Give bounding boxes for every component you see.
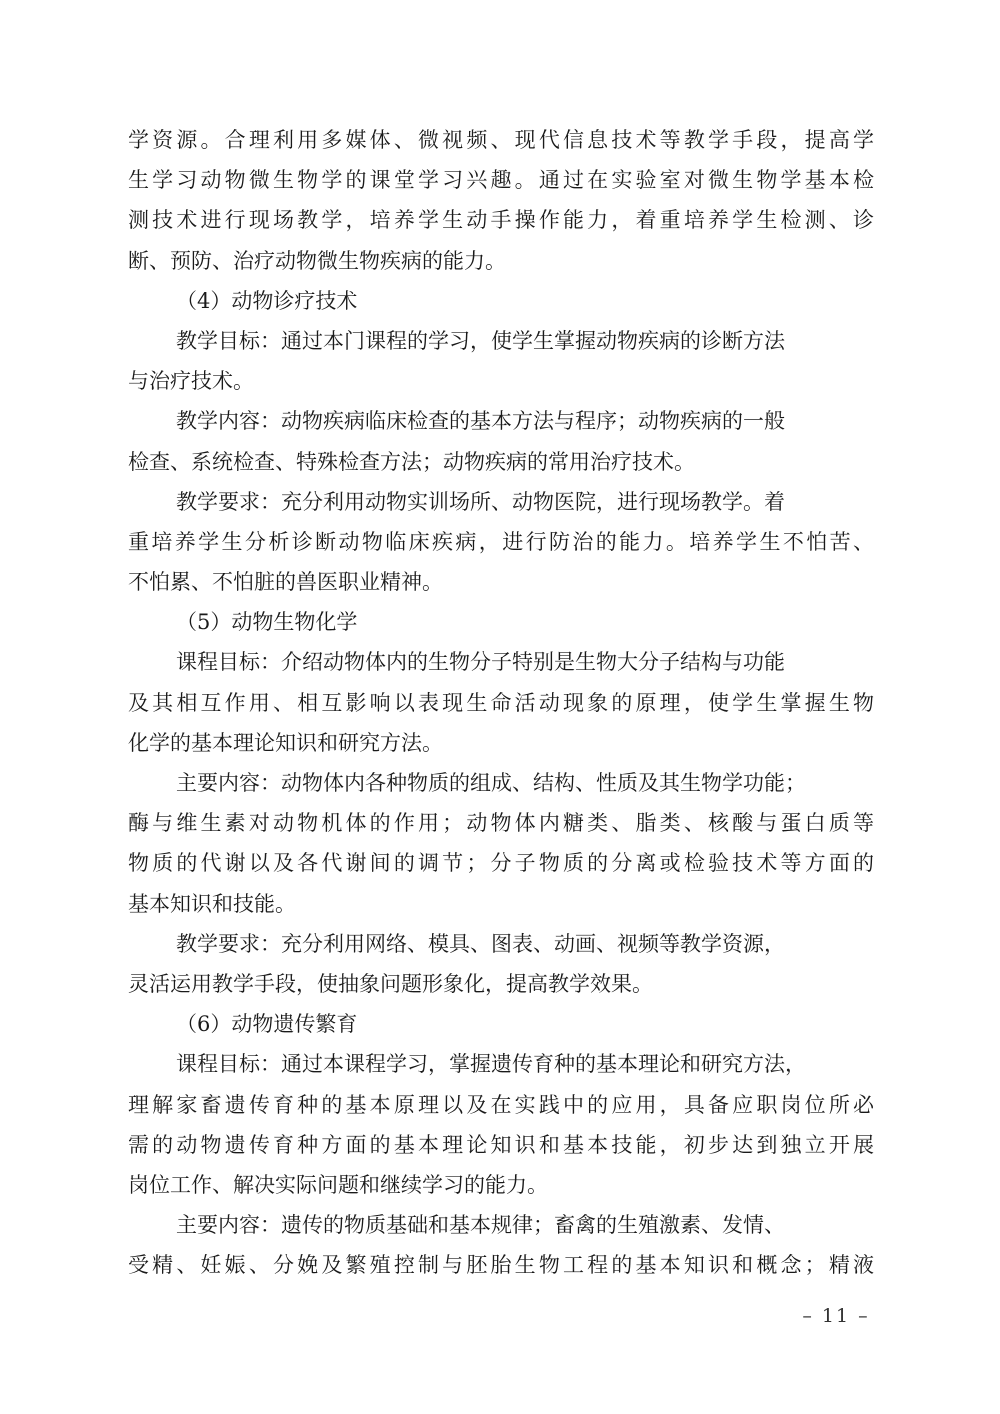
text-line: 岗位工作、解决实际问题和继续学习的能力。 — [128, 1172, 548, 1197]
text-line: 与治疗技术。 — [128, 369, 254, 394]
document-body — [128, 120, 874, 1285]
text-line: 酶与维生素对动物机体的作用；动物体内糖类、脂类、核酸与蛋白质等 — [128, 811, 874, 836]
text-line: 灵活运用教学手段，使抽象问题形象化，提高教学效果。 — [128, 971, 653, 996]
text-line: 学资源。合理利用多媒体、微视频、现代信息技术等教学手段，提高学 — [128, 128, 874, 152]
text-line: 及其相互作用、相互影响以表现生命活动现象的原理，使学生掌握生物 — [128, 690, 874, 715]
text-line: 重培养学生分析诊断动物临床疾病，进行防治的能力。培养学生不怕苦、 — [128, 529, 874, 554]
section-heading: （5）动物生物化学 — [176, 610, 358, 635]
text-line: 主要内容：动物体内各种物质的组成、结构、性质及其生物学功能； — [176, 771, 806, 795]
text-line: 测技术进行现场教学，培养学生动手操作能力，着重培养学生检测、诊 — [128, 208, 874, 233]
text-line: 教学要求：充分利用动物实训场所、动物医院，进行现场教学。着 — [176, 489, 785, 514]
text-line: 理解家畜遗传育种的基本原理以及在实践中的应用，具备应职岗位所必 — [128, 1092, 874, 1117]
text-line: 不怕累、不怕脏的兽医职业精神。 — [128, 570, 443, 595]
text-line: 生学习动物微生物学的课堂学习兴趣。通过在实验室对微生物学基本检 — [128, 168, 874, 193]
text-line: 教学要求：充分利用网络、模具、图表、动画、视频等教学资源， — [176, 931, 785, 956]
text-line: 教学目标：通过本门课程的学习，使学生掌握动物疾病的诊断方法 — [176, 328, 785, 353]
text-line: 化学的基本理论知识和研究方法。 — [128, 730, 443, 755]
text-line: 教学内容：动物疾病临床检查的基本方法与程序；动物疾病的一般 — [176, 409, 785, 434]
text-line: 课程目标：介绍动物体内的生物分子特别是生物大分子结构与功能 — [176, 650, 785, 675]
text-line: 课程目标：通过本课程学习，掌握遗传育种的基本理论和研究方法， — [176, 1052, 806, 1077]
page-number: – 11 – — [802, 1305, 870, 1327]
text-line: 主要内容：遗传的物质基础和基本规律；畜禽的生殖激素、发情、 — [176, 1213, 785, 1238]
text-line: 物质的代谢以及各代谢间的调节；分子物质的分离或检验技术等方面的 — [128, 851, 874, 876]
text-line: 受精、妊娠、分娩及繁殖控制与胚胎生物工程的基本知识和概念；精液 — [128, 1253, 874, 1278]
section-heading: （6）动物遗传繁育 — [176, 1012, 358, 1037]
text-line: 基本知识和技能。 — [128, 891, 296, 916]
text-line: 检查、系统检查、特殊检查方法；动物疾病的常用治疗技术。 — [128, 449, 695, 474]
text-line: 断、预防、治疗动物微生物疾病的能力。 — [128, 248, 506, 273]
section-heading: （4）动物诊疗技术 — [176, 288, 358, 313]
text-line: 需的动物遗传育种方面的基本理论知识和基本技能，初步达到独立开展 — [128, 1132, 874, 1157]
